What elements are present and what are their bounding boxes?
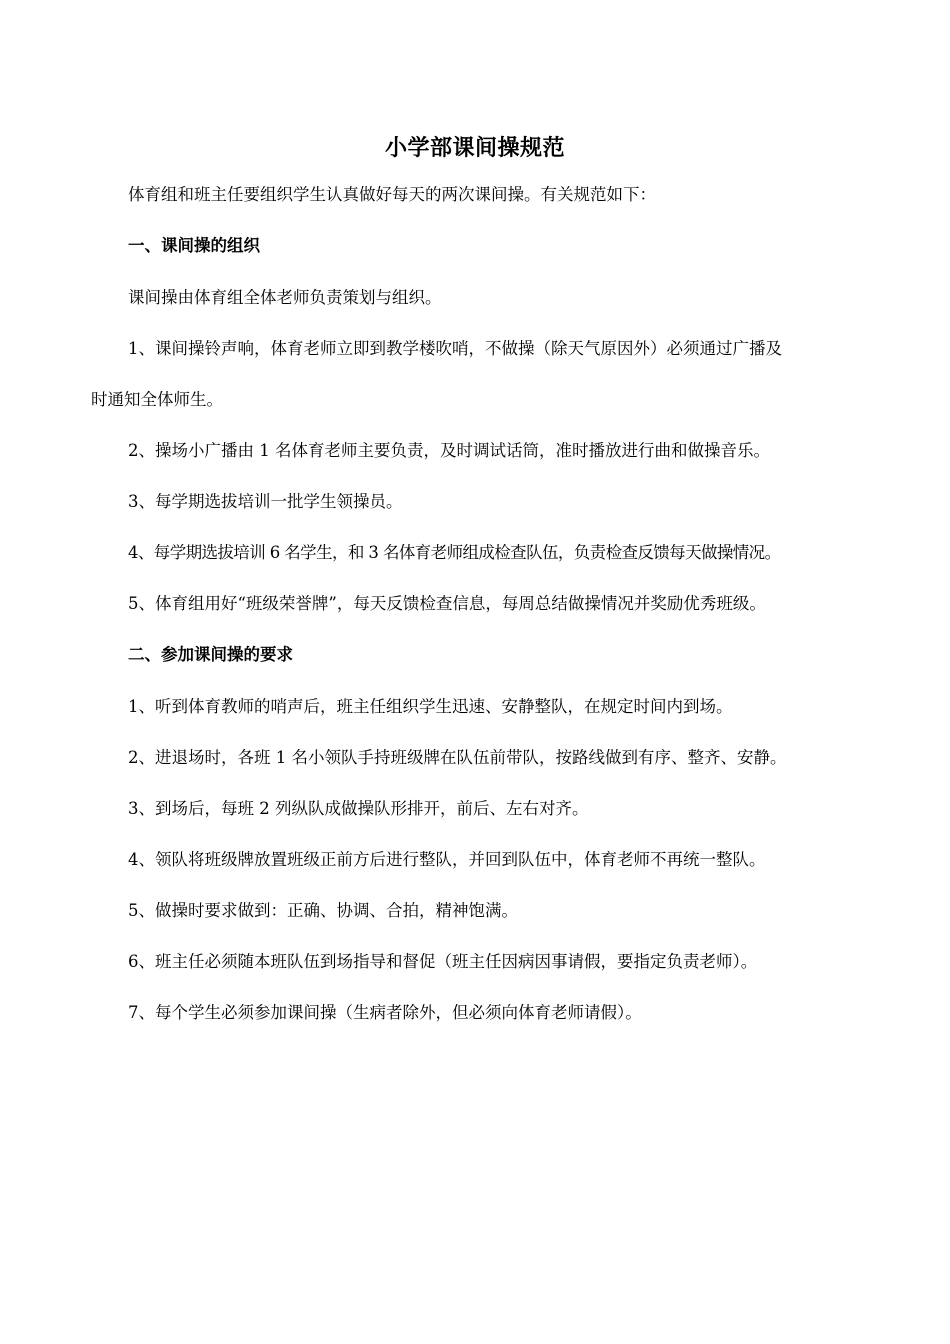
section2-item-4: 4、领队将班级牌放置班级正前方后进行整队，并回到队伍中，体育老师不再统一整队。	[128, 850, 766, 869]
section1-lead: 课间操由体育组全体老师负责策划与组织。	[128, 288, 442, 307]
section2-item-2: 2、进退场时，各班 1 名小领队手持班级牌在队伍前带队，按路线做到有序、整齐、安静。	[128, 748, 787, 767]
section1-item-2: 2、操场小广播由 1 名体育老师主要负责，及时调试话筒，准时播放进行曲和做操音乐。	[128, 441, 770, 460]
section2-item-7: 7、每个学生必须参加课间操（生病者除外，但必须向体育老师请假）。	[128, 1003, 642, 1022]
section1-item-4: 4、每学期选拔培训 6 名学生，和 3 名体育老师组成检查队伍，负责检查反馈每天做操情况。	[128, 543, 781, 562]
section1-item-1-line-1: 1、课间操铃声响，体育老师立即到教学楼吹哨，不做操（除天气原因外）必须通过广播及	[128, 339, 782, 358]
page-title: 小学部课间操规范	[384, 136, 565, 161]
intro-paragraph: 体育组和班主任要组织学生认真做好每天的两次课间操。有关规范如下：	[128, 185, 656, 204]
section2-item-1: 1、听到体育教师的哨声后，班主任组织学生迅速、安静整队，在规定时间内到场。	[128, 697, 733, 716]
section1-item-1-line-2: 时通知全体师生。	[91, 390, 223, 409]
section-heading-organization: 一、课间操的组织	[128, 236, 260, 255]
section-heading-requirements: 二、参加课间操的要求	[128, 645, 293, 664]
section2-item-5: 5、做操时要求做到：正确、协调、合拍，精神饱满。	[128, 901, 518, 920]
section2-item-6: 6、班主任必须随本班队伍到场指导和督促（班主任因病因事请假，要指定负责老师）。	[128, 952, 758, 971]
section1-item-5: 5、体育组用好“班级荣誉牌”，每天反馈检查信息，每周总结做操情况并奖励优秀班级。	[128, 594, 766, 613]
section2-item-3: 3、到场后，每班 2 列纵队成做操队形排开，前后、左右对齐。	[128, 799, 589, 818]
section1-item-3: 3、每学期选拔培训一批学生领操员。	[128, 492, 403, 511]
